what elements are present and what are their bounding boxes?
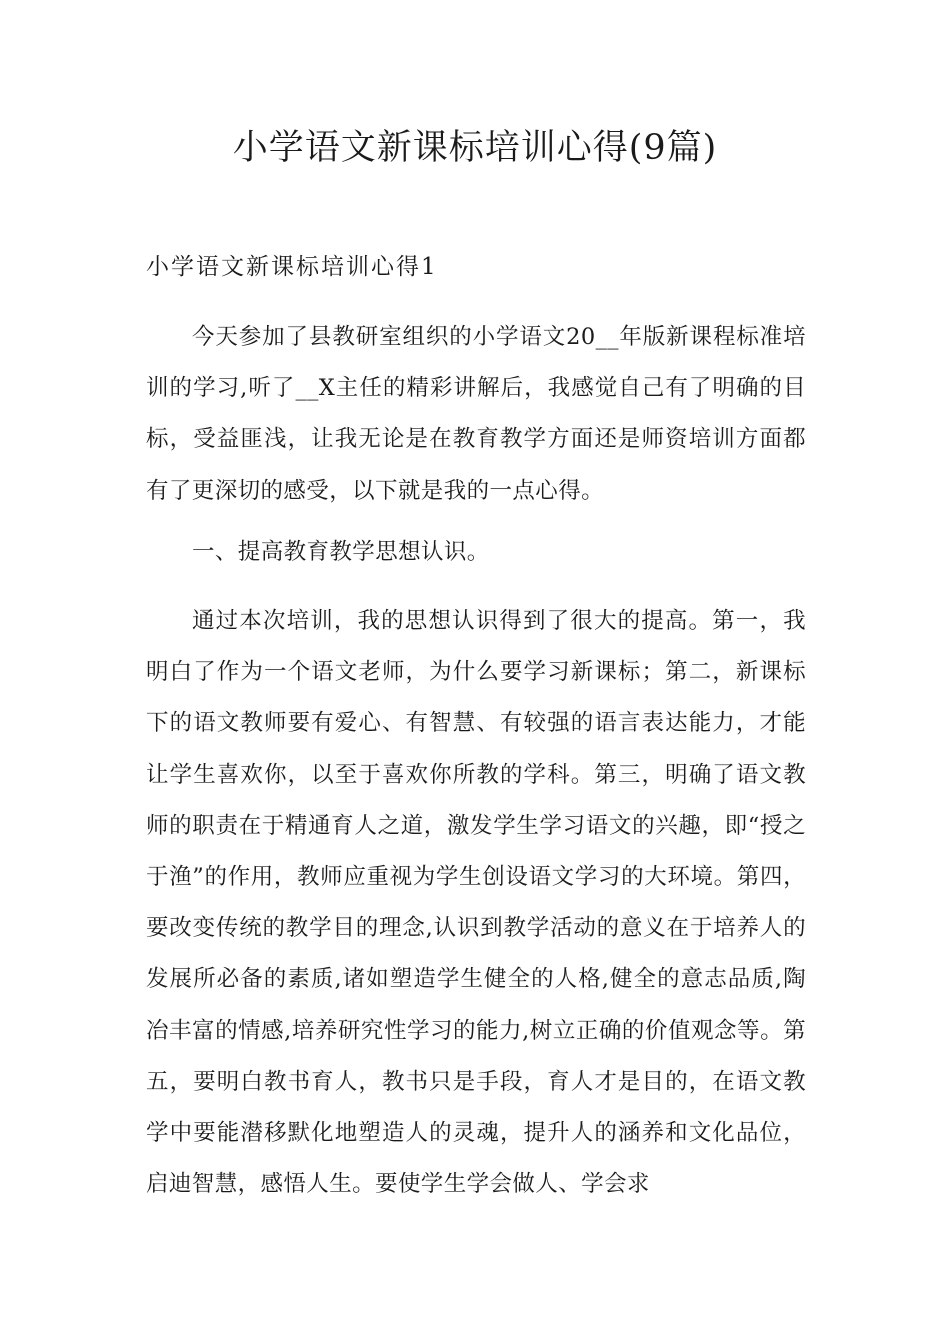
paragraph-body: 通过本次培训，我的思想认识得到了很大的提高。第一，我明白了作为一个语文老师，为什么要学习新课标；第二，新课标下的语文教师要有爱心、有智慧、有较强的语言表达能力，才能让学生喜欢你，以至于喜欢你所教的学科。第三，明确了语文教师的职责在于精通育人之道，激发学生学习语文的兴趣，即“授之于渔”的作用，教师应重视为学生创设语文学习的大环境。第四，要改变传统的教学目的理念,认识到教学活动的意义在于培养人的发展所必备的素质,诸如塑造学生健全的人格,健全的意志品质,陶冶丰富的情感,培养研究性学习的能力,树立正确的价值观念等。第五，要明白教书育人，教书只是手段，育人才是目的，在语文教学中要能潜移默化地塑造人的灵魂，提升人的涵养和文化品位，启迪智慧，感悟人生。要使学生学会做人、学会求 (146, 608, 806, 1198)
paragraph-subheading: 一、提高教育教学思想认识。 (192, 539, 490, 565)
document-title: 小学语文新课标培训心得(9篇) (232, 128, 718, 168)
section-heading: 小学语文新课标培训心得1 (146, 254, 438, 280)
paragraph-intro: 今天参加了县教研室组织的小学语文20__年版新课程标准培训的学习,听了__X主任的精彩讲解后，我感觉自己有了明确的目标，受益匪浅，让我无论是在教育教学方面还是师资培训方面都有了更深切的感受，以下就是我的一点心得。 (146, 324, 806, 504)
